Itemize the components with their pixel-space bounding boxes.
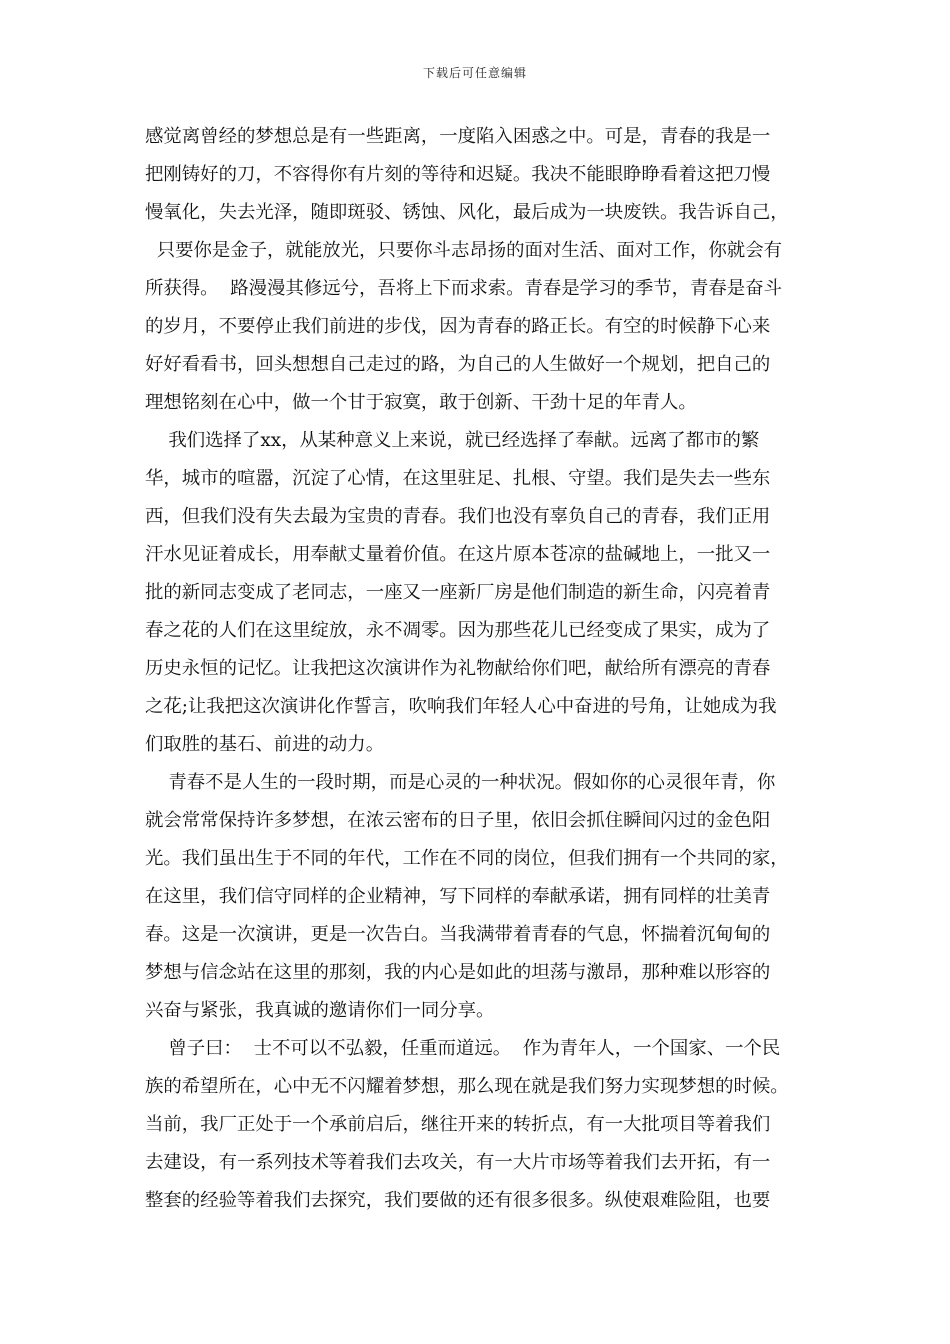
text-line: 汗水见证着成长，用奉献丈量着价值。在这片原本苍凉的盐碱地上，一批又一: [145, 544, 771, 565]
text-line: 去建设，有一系列技术等着我们去攻关，有一大片市场等着我们去开拓，有一: [145, 1152, 771, 1173]
text-line: 慢氧化，失去光泽，随即斑驳、锈蚀、风化，最后成为一块废铁。我告诉自己，: [145, 202, 789, 223]
text-line: 梦想与信念站在这里的那刻，我的内心是如此的坦荡与激昂，那种难以形容的: [145, 962, 771, 983]
text-line: 在这里，我们信守同样的企业精神，写下同样的奉献承诺，拥有同样的壮美青: [145, 886, 771, 907]
text-line: 西，但我们没有失去最为宝贵的青春。我们也没有辜负自己的青春，我们正用: [145, 506, 771, 527]
text-line: 兴奋与紧张，我真诚的邀请你们一同分享。: [145, 1000, 495, 1021]
text-line: 把刚铸好的刀，不容得你有片刻的等待和迟疑。我决不能眼睁睁看着这把刀慢: [145, 164, 771, 185]
text-line: 就会常常保持许多梦想，在浓云密布的日子里，依旧会抓住瞬间闪过的金色阳: [145, 810, 771, 831]
text-line: 华，城市的喧嚣，沉淀了心情，在这里驻足、扎根、守望。我们是失去一些东: [145, 468, 771, 489]
body-text: [145, 118, 807, 1220]
text-line: 历史永恒的记忆。让我把这次演讲作为礼物献给你们吧，献给所有漂亮的青春: [145, 658, 771, 679]
text-line: 之花;让我把这次演讲化作誓言，吹响我们年轻人心中奋进的号角，让她成为我: [145, 696, 777, 717]
text-line: 的岁月，不要停止我们前进的步伐，因为青春的路正长。有空的时候静下心来: [145, 316, 771, 337]
text-line: 好好看看书，回头想想自己走过的路，为自己的人生做好一个规划，把自己的: [145, 354, 771, 375]
text-line: 们取胜的基石、前进的动力。: [145, 734, 385, 755]
text-line: 族的希望所在，心中无不闪耀着梦想，那么现在就是我们努力实现梦想的时候。: [145, 1076, 789, 1097]
text-line: 所获得。 路漫漫其修远兮，吾将上下而求索。青春是学习的季节，青春是奋斗: [145, 278, 782, 299]
text-line: 当前，我厂正处于一个承前启后，继往开来的转折点，有一大批项目等着我们: [145, 1114, 771, 1135]
text-line: 批的新同志变成了老同志，一座又一座新厂房是他们制造的新生命，闪亮着青: [145, 582, 771, 603]
text-line: 感觉离曾经的梦想总是有一些距离，一度陷入困惑之中。可是，青春的我是一: [145, 126, 771, 147]
text-line: 春。这是一次演讲，更是一次告白。当我满带着青春的气息，怀揣着沉甸甸的: [145, 924, 771, 945]
page-header: 下载后可任意编辑: [422, 66, 527, 80]
text-line: 我们选择了xx，从某种意义上来说，就已经选择了奉献。远离了都市的繁: [145, 430, 760, 451]
text-line: 曾子曰： 士不可以不弘毅，任重而道远。 作为青年人，一个国家、一个民: [145, 1038, 781, 1059]
text-line: 理想铭刻在心中，做一个甘于寂寞，敢于创新、干劲十足的年青人。: [145, 392, 697, 413]
text-line: 青春不是人生的一段时期，而是心灵的一种状况。假如你的心灵很年青，你: [145, 772, 776, 793]
text-line: 整套的经验等着我们去探究，我们要做的还有很多很多。纵使艰难险阻，也要: [145, 1190, 771, 1211]
text-line: 光。我们虽出生于不同的年代，工作在不同的岗位，但我们拥有一个共同的家，: [145, 848, 789, 869]
text-line: 只要你是金子，就能放光，只要你斗志昂扬的面对生活、面对工作，你就会有: [145, 240, 782, 261]
text-line: 春之花的人们在这里绽放，永不凋零。因为那些花儿已经变成了果实，成为了: [145, 620, 771, 641]
